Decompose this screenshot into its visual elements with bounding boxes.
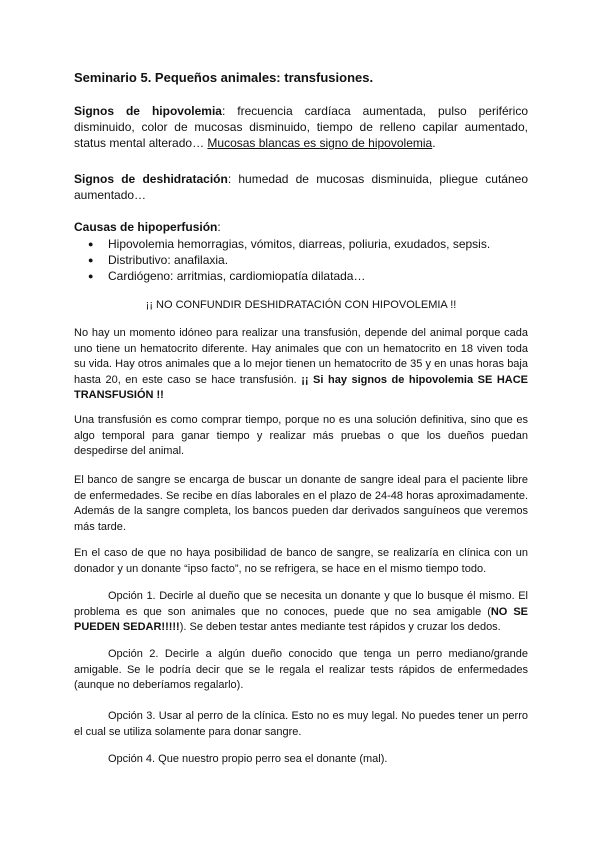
p1-bold: ¡¡ Si hay signos de hipovolemia SE HACE TRANSFUSIÓN !! xyxy=(74,373,529,401)
list-item: ● Cardiógeno: arritmias, cardiomiopatía dilatada… xyxy=(88,268,528,284)
hipovolemia-section xyxy=(74,103,528,151)
hipoperfusion-heading xyxy=(74,219,528,235)
hipoperfusion-list xyxy=(88,236,528,284)
deshidratacion-section xyxy=(74,171,528,203)
op1-bold: NO SE PUEDEN SEDAR!!!!! xyxy=(74,605,528,633)
warning-line: ¡¡ NO CONFUNDIR DESHIDRATACIÓN CON HIPOVOLEMIA !! xyxy=(145,299,457,311)
hipoperfusion-colon: : xyxy=(217,220,221,234)
hipoperfusion-label: Causas de hipoperfusión xyxy=(74,220,218,234)
list-item: ● Hipovolemia hemorragias, vómitos, diarreas, poliuria, exudados, sepsis. xyxy=(88,236,528,252)
paragraph-sin-banco: En el caso de que no haya posibilidad de banco de sangre, se realizaría en clínica con un donador y un donante “ipso facto”, no se refrigera, se hace en el mismo tiempo todo. xyxy=(74,547,528,575)
hipovolemia-end: . xyxy=(432,136,436,150)
document-title: Seminario 5. Pequeños animales: transfusiones. xyxy=(74,70,374,85)
op1-text: Opción 1. Decirle al dueño que se necesita un donante y que lo busque él mismo. El problema es que son animales que no conoces, puede que no sea amigable ( xyxy=(74,590,528,618)
option-3: Opción 3. Usar al perro de la clínica. Esto no es muy legal. No puedes tener un perro el cual se utiliza solamente para donar sangre. xyxy=(74,710,528,738)
op1-end: ). Se deben testar antes mediante test rápidos y cruzar los dedos. xyxy=(179,621,501,633)
deshidratacion-label: Signos de deshidratación xyxy=(74,172,228,186)
p1-text: No hay un momento idóneo para realizar una transfusión, depende del animal porque cada uno tiene un hematocrito diferente. Hay animales que con un hematocrito en 18 viven toda su vida. Hay otros animales que a lo mejor tienen un hematocrito de 35 y en unas horas baja hasta 20, en este caso se hace transfusión. xyxy=(74,327,528,386)
option-4: Opción 4. Que nuestro propio perro sea el donante (mal). xyxy=(108,753,388,765)
paragraph-comprar-tiempo: Una transfusión es como comprar tiempo, porque no es una solución definitiva, sino que es algo temporal para ganar tiempo y realizar más pruebas o que los dueños puedan despedirse del animal. xyxy=(74,414,528,457)
hipovolemia-text: : frecuencia cardíaca aumentada, pulso periférico disminuido, color de mucosas disminuido, tiempo de relleno capilar aumentado, status mental alterado… xyxy=(74,104,528,150)
option-2: Opción 2. Decirle a algún dueño conocido que tenga un perro mediano/grande amigable. Se le podría decir que se le regala el realizar tests rápidos de enfermedades (aunque no deberíamos regalarlo). xyxy=(74,648,528,691)
paragraph-hematocrito xyxy=(74,326,528,404)
paragraph-banco-sangre: El banco de sangre se encarga de buscar un donante de sangre ideal para el paciente libre de enfermedades. Se recibe en días laborales en el plazo de 24-48 horas aproximadamente. Además de la sangre completa, los bancos pueden dar derivados sanguíneos que veremos más tarde. xyxy=(74,474,528,533)
deshidratacion-text: : humedad de mucosas disminuida, pliegue cutáneo aumentado… xyxy=(74,172,528,202)
list-item: ● Distributivo: anafilaxia. xyxy=(88,252,528,268)
option-1 xyxy=(74,589,528,636)
hipovolemia-label: Signos de hipovolemia xyxy=(74,104,222,118)
hipovolemia-underlined: Mucosas blancas es signo de hipovolemia xyxy=(207,136,433,150)
